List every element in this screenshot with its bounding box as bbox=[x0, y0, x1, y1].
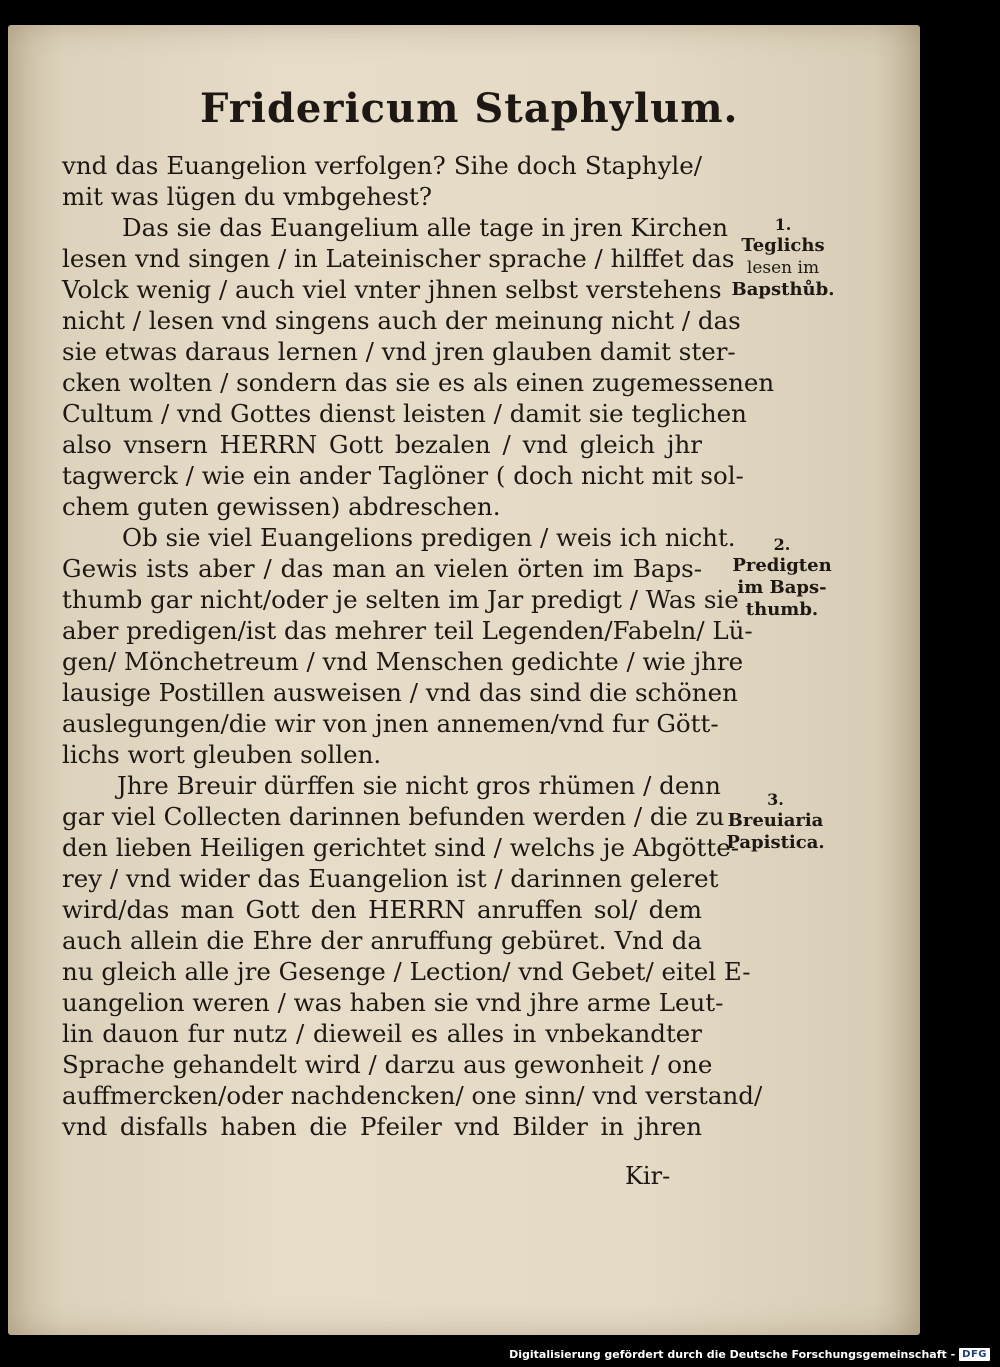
text-line: Sprache gehandelt wird / darzu aus gewonheit / one bbox=[62, 1050, 713, 1079]
text-line: tagwerck / wie ein ander Taglöner ( doch nicht mit sol- bbox=[62, 461, 744, 490]
text-line: wird/das man Gott den HERRN anruffen sol/ dem bbox=[62, 895, 702, 924]
margin-note-line: Bapsthůb. bbox=[731, 279, 835, 300]
text-line: gar viel Collecten darinnen befunden werden / die zu bbox=[62, 802, 725, 831]
margin-note-number: 1. bbox=[774, 215, 792, 234]
text-line: lesen vnd singen / in Lateinischer sprache / hilffet das bbox=[62, 244, 735, 273]
margin-note-line: im Baps- bbox=[737, 577, 827, 598]
text-line: lin dauon fur nutz / dieweil es alles in vnbekandter bbox=[62, 1019, 702, 1048]
catchword: Kir- bbox=[625, 1162, 671, 1190]
margin-note-2 bbox=[712, 535, 852, 621]
text-line: Ob sie viel Euangelions predigen / weis ich nicht. bbox=[122, 523, 736, 552]
margin-note-line: lesen im bbox=[746, 258, 820, 278]
text-line: lichs wort gleuben sollen. bbox=[62, 740, 382, 769]
text-line: cken wolten / sondern das sie es als einen zugemessenen bbox=[62, 368, 775, 397]
text-line: mit was lügen du vmbgehest? bbox=[62, 182, 433, 211]
margin-note-line: thumb. bbox=[745, 599, 819, 620]
text-line: Cultum / vnd Gottes dienst leisten / damit sie teglichen bbox=[62, 399, 747, 428]
margin-note-3 bbox=[708, 790, 843, 854]
body-text bbox=[62, 150, 775, 1142]
text-line: sie etwas daraus lernen / vnd jren glauben damit ster- bbox=[62, 337, 736, 366]
text-line: lausige Postillen ausweisen / vnd das sind die schönen bbox=[62, 678, 738, 707]
text-line: Volck wenig / auch viel vnter jhnen selbst verstehens bbox=[62, 275, 722, 304]
text-line: nicht / lesen vnd singens auch der meinung nicht / das bbox=[62, 306, 741, 335]
text-line: vnd disfalls haben die Pfeiler vnd Bilder in jhren bbox=[62, 1112, 702, 1141]
footer-credit bbox=[509, 1345, 990, 1363]
footer-text: Digitalisierung gefördert durch die Deutsche Forschungsgemeinschaft - bbox=[509, 1347, 956, 1361]
margin-note-number: 2. bbox=[773, 535, 791, 554]
text-line: thumb gar nicht/oder je selten im Jar predigt / Was sie bbox=[62, 585, 739, 614]
running-title: Fridericum Staphylum. bbox=[200, 85, 739, 132]
text-line: vnd das Euangelion verfolgen? Sihe doch Staphyle/ bbox=[62, 151, 702, 180]
text-line: auffmercken/oder nachdencken/ one sinn/ vnd verstand/ bbox=[62, 1081, 763, 1110]
text-line: nu gleich alle jre Gesenge / Lection/ vnd Gebet/ eitel E- bbox=[62, 957, 751, 986]
margin-note-1 bbox=[718, 215, 848, 301]
text-line: gen/ Mönchetreum / vnd Menschen gedichte / wie jhre bbox=[62, 647, 744, 676]
margin-note-line: Breuiaria bbox=[727, 810, 824, 831]
text-line: Das sie das Euangelium alle tage in jren Kirchen bbox=[122, 213, 729, 242]
text-line: rey / vnd wider das Euangelion ist / darinnen geleret bbox=[62, 864, 719, 893]
text-line: den lieben Heiligen gerichtet sind / welchs je Abgötte- bbox=[62, 833, 740, 862]
text-line: Jhre Breuir dürffen sie nicht gros rhümen / denn bbox=[117, 771, 721, 800]
text-line: auch allein die Ehre der anruffung gebüret. Vnd da bbox=[62, 926, 702, 955]
text-line: auslegungen/die wir von jnen annemen/vnd fur Gött- bbox=[62, 709, 719, 738]
margin-note-line: Predigten bbox=[732, 555, 832, 576]
text-line: uangelion weren / was haben sie vnd jhre arme Leut- bbox=[62, 988, 724, 1017]
margin-note-number: 3. bbox=[767, 790, 784, 809]
text-line: chem guten gewissen) abdreschen. bbox=[62, 492, 501, 521]
text-line: aber predigen/ist das mehrer teil Legenden/Fabeln/ Lü- bbox=[62, 616, 753, 645]
dfg-logo-icon: DFG bbox=[959, 1348, 990, 1361]
text-line: Gewis ists aber / das man an vielen örten im Baps- bbox=[62, 554, 702, 583]
margin-note-line: Teglichs bbox=[741, 235, 825, 256]
text-line: also vnsern HERRN Gott bezalen / vnd gleich jhr bbox=[62, 430, 702, 459]
margin-note-line: Papistica. bbox=[726, 832, 825, 853]
